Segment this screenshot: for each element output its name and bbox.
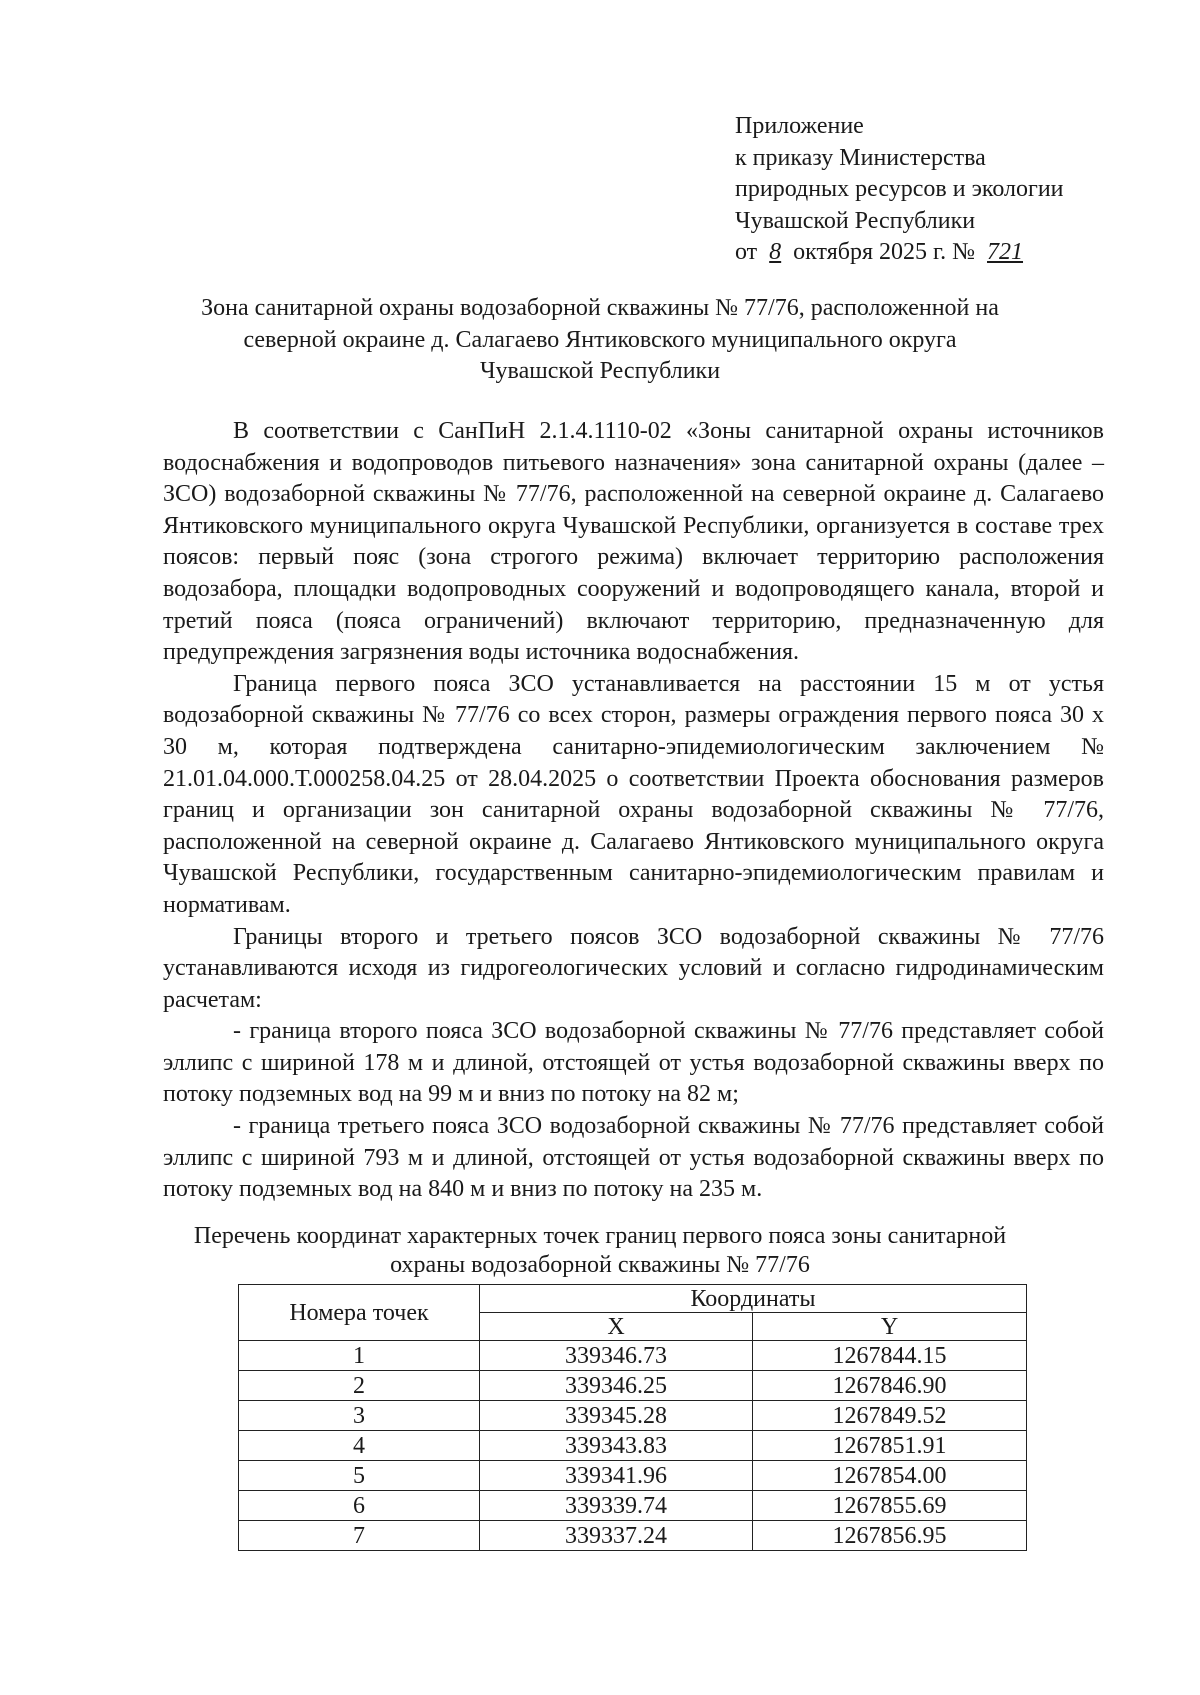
cell-y: 1267844.15 <box>753 1341 1027 1371</box>
title-line: Зона санитарной охраны водозаборной скважины № 77/76, расположенной на <box>201 295 999 321</box>
title-line: Чувашской Республики <box>479 358 721 384</box>
document-title <box>150 293 1050 388</box>
annex-line: природных ресурсов и экологии <box>735 176 1064 202</box>
paragraph: - граница третьего пояса ЗСО водозаборной скважины № 77/76 представляет собой эллипс с шириной 793 м и длиной, отстоящей от устья водозаборной скважины вверх по потоку подземных вод на 840 м и вниз по потоку на 235 м. <box>163 1113 1104 1203</box>
cell-x: 339346.73 <box>480 1341 753 1371</box>
cell-y: 1267855.69 <box>753 1491 1027 1521</box>
cell-y: 1267851.91 <box>753 1431 1027 1461</box>
cell-x: 339345.28 <box>480 1401 753 1431</box>
cell-y: 1267846.90 <box>753 1371 1027 1401</box>
order-number: 721 <box>987 239 1024 265</box>
cell-point: 5 <box>239 1461 480 1491</box>
annex-line: к приказу Министерства <box>735 144 986 171</box>
table-row <box>239 1371 1027 1401</box>
annex-block <box>735 111 1064 269</box>
document-body <box>163 416 1104 1206</box>
cell-x: 339346.25 <box>480 1371 753 1401</box>
cell-y: 1267849.52 <box>753 1401 1027 1431</box>
paragraph: Граница первого пояса ЗСО устанавливается на расстоянии 15 м от устья водозаборной скважины № 77/76 со всех сторон, размеры ограждения первого пояса 30 х 30 м, которая подтверждена санитарно-эпидемиологическим заключением № 21.01.04.000.Т.000258.04.25 от 28.04.2025 о соответствии Проекта обоснования размеров границ и организации зон санитарной охраны водозаборной скважины № 77/76, расположенной на северной окраине д. Салагаево Янтиковского муниципального округа Чувашской Республики, государственным санитарно-эпидемиологическим правилам и нормативам. <box>163 670 1104 918</box>
table-row <box>239 1341 1027 1371</box>
table-title-line: охраны водозаборной скважины № 77/76 <box>390 1252 810 1278</box>
header-x: X <box>480 1313 753 1341</box>
coordinates-table <box>238 1284 1027 1551</box>
annex-date-line <box>735 237 1064 269</box>
cell-x: 339341.96 <box>480 1461 753 1491</box>
header-points: Номера точек <box>239 1285 480 1341</box>
cell-point: 1 <box>239 1341 480 1371</box>
cell-y: 1267854.00 <box>753 1461 1027 1491</box>
cell-point: 6 <box>239 1491 480 1521</box>
cell-x: 339339.74 <box>480 1491 753 1521</box>
table-row <box>239 1461 1027 1491</box>
date-rest: октября 2025 г. № <box>793 239 976 265</box>
table-row <box>239 1491 1027 1521</box>
paragraph: В соответствии с СанПиН 2.1.4.1110-02 «Зоны санитарной охраны источников водоснабжения и водопроводов питьевого назначения» зона санитарной охраны (далее – ЗСО) водозаборной скважины № 77/76, расположенной на северной окраине д. Салагаево Янтиковского муниципального округа Чувашской Республики, организуется в составе трех поясов: первый пояс (зона строгого режима) включает территорию расположения водозабора, площадки водопроводных сооружений и водопроводящего канала, второй и третий пояса (пояса ограничений) включают территорию, предназначенную для предупреждения загрязнения воды источника водоснабжения. <box>163 418 1104 666</box>
cell-point: 7 <box>239 1521 480 1551</box>
title-line: северной окраине д. Салагаево Янтиковского муниципального округа <box>243 326 957 353</box>
annex-line: Приложение <box>735 113 864 139</box>
table-row <box>239 1521 1027 1551</box>
header-y: Y <box>753 1313 1027 1341</box>
cell-x: 339343.83 <box>480 1431 753 1461</box>
cell-point: 3 <box>239 1401 480 1431</box>
date-prefix: от <box>735 239 758 265</box>
cell-point: 2 <box>239 1371 480 1401</box>
paragraph: - граница второго пояса ЗСО водозаборной скважины № 77/76 представляет собой эллипс с шириной 178 м и длиной, отстоящей от устья водозаборной скважины вверх по потоку подземных вод на 99 м и вниз по потоку на 82 м; <box>163 1018 1104 1108</box>
table-row <box>239 1401 1027 1431</box>
paragraph: Границы второго и третьего поясов ЗСО водозаборной скважины № 77/76 устанавливаются исходя из гидрогеологических условий и согласно гидродинамическим расчетам: <box>163 923 1104 1013</box>
header-coords: Координаты <box>480 1285 1027 1313</box>
table-row <box>239 1431 1027 1461</box>
cell-x: 339337.24 <box>480 1521 753 1551</box>
table-title <box>150 1222 1050 1280</box>
table-title-line: Перечень координат характерных точек границ первого пояса зоны санитарной <box>193 1223 1007 1249</box>
cell-point: 4 <box>239 1431 480 1461</box>
table-header-row <box>239 1285 1027 1313</box>
date-day: 8 <box>769 239 782 265</box>
cell-y: 1267856.95 <box>753 1521 1027 1551</box>
annex-line: Чувашской Республики <box>735 207 976 234</box>
